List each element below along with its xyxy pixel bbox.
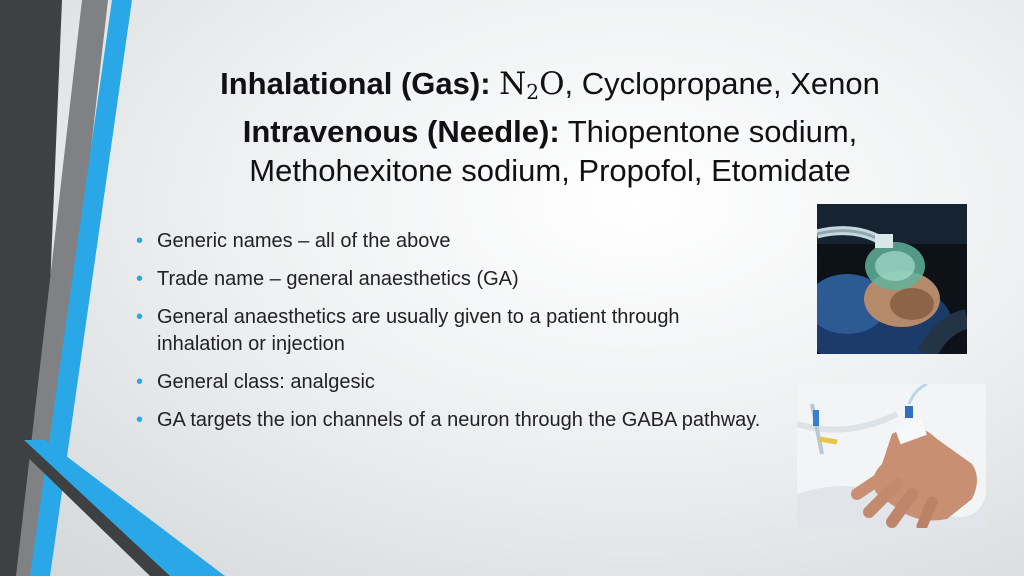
bullet-item: • Generic names – all of the above	[132, 228, 782, 255]
nitrous-oxide-formula: $N_2O$	[499, 66, 565, 105]
slide-title	[150, 64, 950, 190]
bullet-item: • General class: analgesic	[132, 369, 782, 396]
title-intravenous-label: Intravenous (Needle):	[242, 114, 560, 150]
title-inhalational-agents: , Cyclopropane, Xenon	[564, 66, 880, 101]
bullet-dot-icon: •	[136, 306, 144, 328]
iv-drip-hand-photo	[797, 384, 986, 528]
anaesthesia-mask-photo	[817, 204, 967, 354]
title-line-2	[150, 112, 950, 151]
bullet-dot-icon: •	[136, 230, 144, 252]
bullet-dot-icon: •	[136, 268, 144, 290]
bullet-dot-icon: •	[136, 409, 144, 431]
title-line-3: Methohexitone sodium, Propofol, Etomidate	[249, 153, 851, 189]
bullet-item: • Trade name – general anaesthetics (GA)	[132, 266, 782, 293]
bullet-list	[132, 228, 782, 445]
bullet-item: • GA targets the ion channels of a neuron through the GABA pathway.	[132, 407, 782, 434]
title-intravenous-agents: Thiopentone sodium,	[567, 114, 858, 150]
title-line-1	[150, 64, 950, 112]
bullet-dot-icon: •	[136, 371, 144, 393]
title-inhalational-label: Inhalational (Gas):	[220, 66, 491, 101]
bullet-item: • General anaesthetics are usually given to a patient through inhalation or injection	[136, 306, 680, 355]
